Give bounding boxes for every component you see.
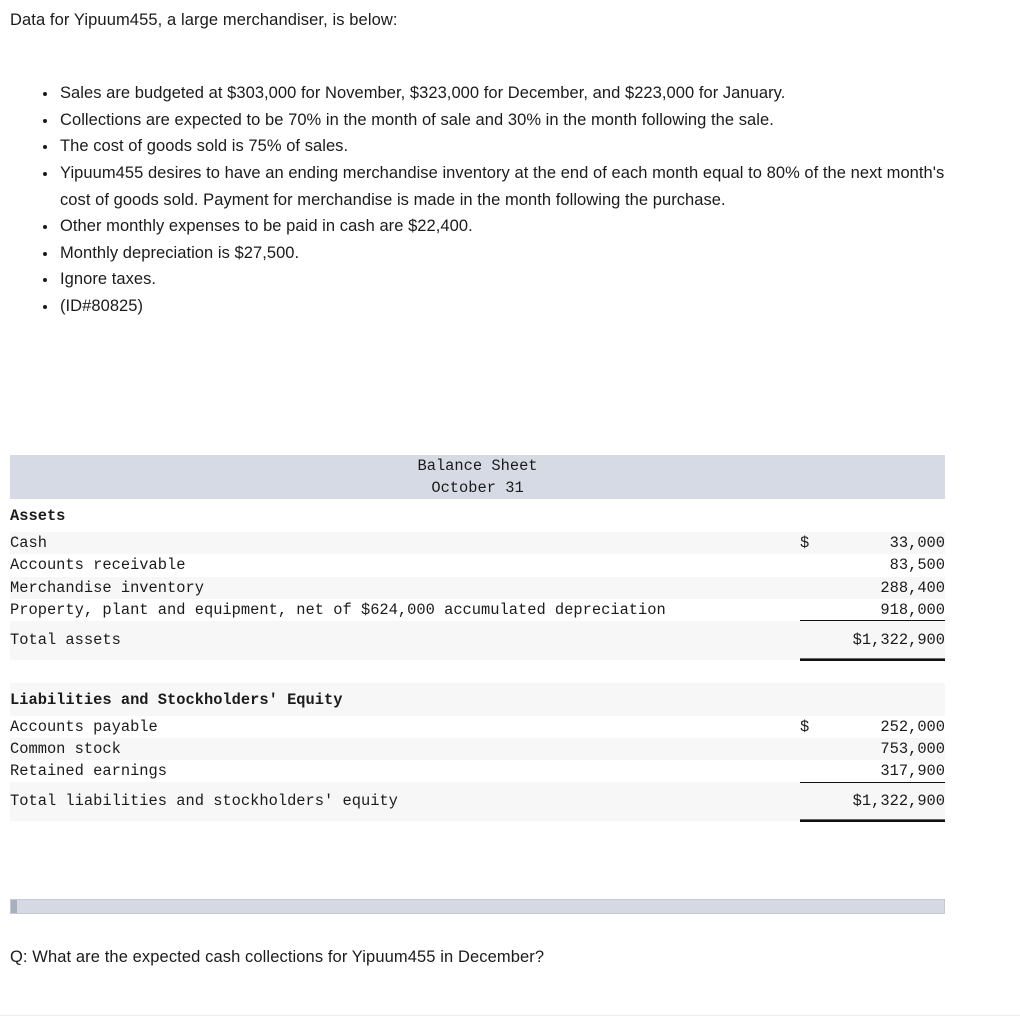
empty-cell <box>800 660 828 683</box>
row-value: $1,322,900 <box>828 621 945 660</box>
total-row-assets <box>10 621 945 660</box>
empty-cell <box>828 683 945 716</box>
total-row-liabilities <box>10 782 945 821</box>
list-item: Collections are expected to be 70% in the month of sale and 30% in the month following the sale. <box>0 107 1020 134</box>
row-label: Merchandise inventory <box>10 578 204 597</box>
table-row <box>10 738 945 760</box>
statement-title: Balance Sheet <box>417 457 538 475</box>
row-value: 252,000 <box>880 717 946 736</box>
balance-sheet-container <box>10 455 945 822</box>
row-label: Property, plant and equipment, net of $624,000 accumulated depreciation <box>10 600 666 619</box>
empty-cell <box>800 683 828 716</box>
currency-symbol <box>800 760 828 782</box>
list-item: Yipuum455 desires to have an ending merchandise inventory at the end of each month equal to 80% of the next month's cost of goods sold. Payment for merchandise is made in the month following the purchase. <box>0 160 1020 213</box>
section-heading-row <box>10 499 945 532</box>
list-item: Sales are budgeted at $303,000 for November, $323,000 for December, and $223,000 for January. <box>0 80 1020 107</box>
currency-symbol <box>800 599 828 621</box>
currency-symbol <box>800 738 828 760</box>
row-value: 288,400 <box>880 578 946 597</box>
currency-symbol: $ <box>800 717 810 736</box>
list-item: Monthly depreciation is $27,500. <box>0 240 1020 267</box>
row-value: 918,000 <box>880 600 946 619</box>
list-item: The cost of goods sold is 75% of sales. <box>0 133 1020 160</box>
horizontal-scrollbar[interactable] <box>10 899 945 914</box>
row-label: Accounts receivable <box>10 556 186 575</box>
section-heading-row <box>10 683 945 716</box>
list-item: (ID#80825) <box>0 293 1020 320</box>
section-heading-assets: Assets <box>10 507 66 526</box>
row-label: Total assets <box>10 630 121 649</box>
statement-header <box>10 455 945 499</box>
assumptions-list <box>0 80 1020 319</box>
empty-cell <box>800 499 828 532</box>
table-row <box>10 599 945 621</box>
currency-symbol <box>800 621 828 660</box>
currency-symbol <box>800 577 828 599</box>
section-heading-liabilities: Liabilities and Stockholders' Equity <box>10 690 343 709</box>
table-row <box>10 577 945 599</box>
row-label: Cash <box>10 534 47 553</box>
question-text: Q: What are the expected cash collections for Yipuum455 in December? <box>10 948 545 966</box>
intro-paragraph: Data for Yipuum455, a large merchandiser, is below: <box>10 11 398 29</box>
table-row <box>10 716 945 738</box>
empty-cell <box>10 660 800 683</box>
statement-date: October 31 <box>431 479 524 498</box>
row-value: 753,000 <box>880 739 946 758</box>
table-header-row <box>10 455 945 499</box>
table-row <box>10 554 945 576</box>
row-label: Common stock <box>10 739 121 758</box>
bottom-divider <box>0 1015 1020 1016</box>
row-label: Accounts payable <box>10 717 158 736</box>
currency-symbol: $ <box>800 534 810 553</box>
row-value: 83,500 <box>889 556 946 575</box>
row-label: Retained earnings <box>10 762 168 781</box>
currency-symbol <box>800 554 828 576</box>
empty-cell <box>828 660 945 683</box>
empty-cell <box>828 499 945 532</box>
table-row <box>10 760 945 782</box>
currency-symbol <box>800 782 828 821</box>
list-item: Ignore taxes. <box>0 266 1020 293</box>
list-item: Other monthly expenses to be paid in cash are $22,400. <box>0 213 1020 240</box>
balance-sheet-table <box>10 455 945 822</box>
row-label: Total liabilities and stockholders' equity <box>10 792 398 811</box>
table-row <box>10 532 945 554</box>
row-value: $1,322,900 <box>828 782 945 821</box>
row-value: 317,900 <box>880 761 946 780</box>
row-value: 33,000 <box>889 534 946 553</box>
section-spacer <box>10 660 945 683</box>
scrollbar-thumb[interactable] <box>11 900 17 913</box>
